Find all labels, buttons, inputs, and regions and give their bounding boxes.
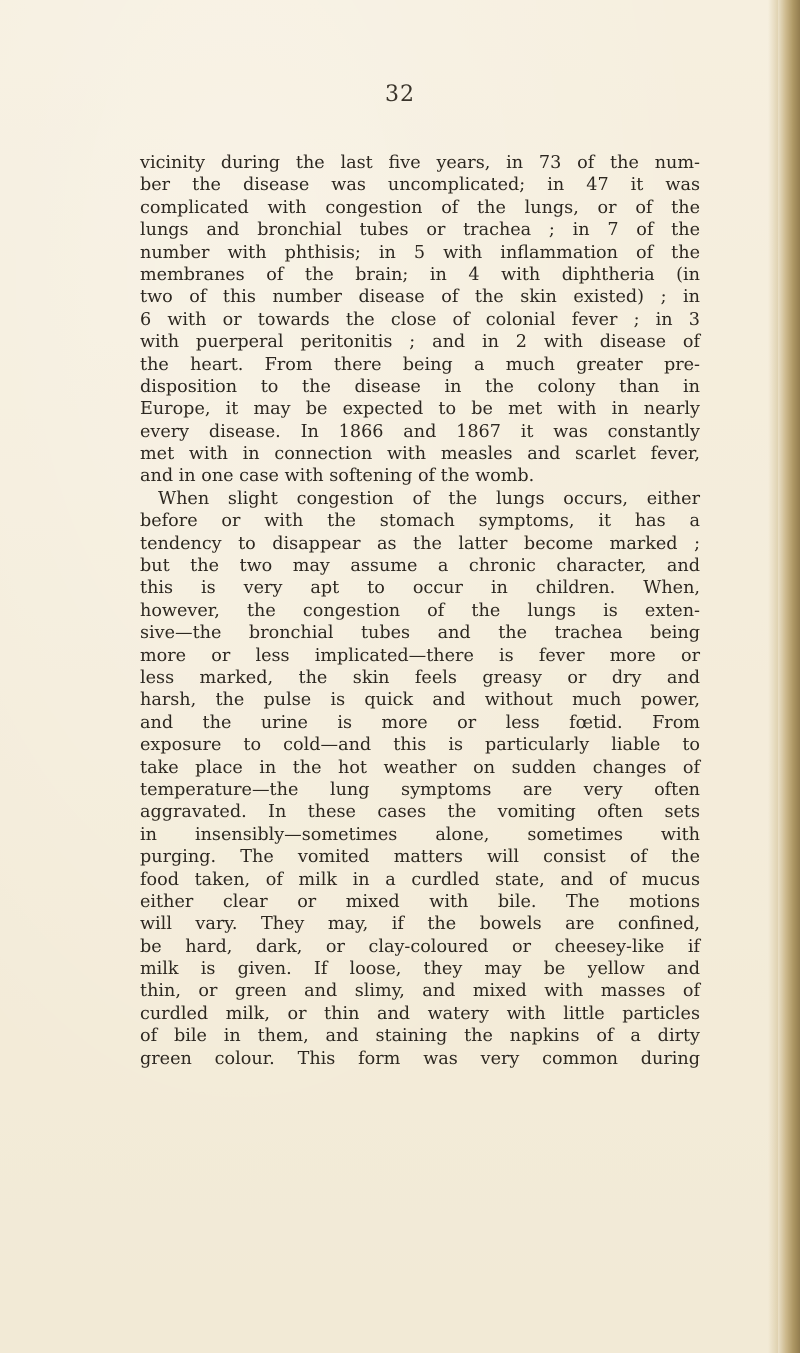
text-line: tendency to disappear as the latter become marked ; [140, 533, 700, 554]
text-line: complicated with congestion of the lungs, or of the [140, 197, 700, 218]
text-line: number with phthisis; in 5 with inflammation of the [140, 242, 700, 263]
text-line: milk is given. If loose, they may be yellow and [140, 959, 700, 980]
text-line: in insensibly—sometimes alone, sometimes with [140, 824, 700, 845]
text-line: less marked, the skin feels greasy or dry and [140, 667, 700, 688]
text-line: thin, or green and slimy, and mixed with masses of [140, 981, 700, 1002]
text-line: temperature—the lung symptoms are very often [140, 779, 700, 800]
text-line: and the urine is more or less fœtid. From [140, 712, 700, 733]
text-line: but the two may assume a chronic character, and [140, 556, 700, 577]
page-number: 32 [385, 82, 415, 107]
text-line: vicinity during the last five years, in 73 of the num- [140, 153, 700, 173]
text-line: and in one case with softening of the womb. [140, 466, 535, 487]
text-line: more or less implicated—there is fever more or [140, 645, 700, 666]
text-line: ber the disease was uncomplicated; in 47 it was [140, 175, 700, 196]
text-line: exposure to cold—and this is particularly liable to [140, 735, 700, 756]
text-line: however, the congestion of the lungs is exten- [140, 600, 700, 621]
text-line: two of this number disease of the skin existed) ; in [140, 287, 700, 308]
text-line: of bile in them, and staining the napkins of a dirty [140, 1026, 700, 1047]
text-line: membranes of the brain; in 4 with diphtheria (in [140, 264, 700, 285]
page-edge [778, 0, 800, 1353]
text-line: the heart. From there being a much greater pre- [140, 354, 700, 375]
text-line: either clear or mixed with bile. The motions [140, 891, 700, 912]
text-line: take place in the hot weather on sudden changes of [140, 757, 700, 778]
text-line: will vary. They may, if the bowels are confined, [140, 914, 700, 935]
text-line: harsh, the pulse is quick and without much power, [140, 690, 700, 711]
text-line: met with in connection with measles and scarlet fever, [140, 444, 700, 465]
text-line: 6 with or towards the close of colonial fever ; in 3 [140, 309, 700, 330]
text-line: green colour. This form was very common during [140, 1048, 700, 1069]
text-line: before or with the stomach symptoms, it has a [140, 511, 700, 532]
body-text [140, 152, 700, 1070]
page-edge-shadow [768, 0, 778, 1353]
text-line: every disease. In 1866 and 1867 it was constantly [140, 421, 700, 442]
text-line: with puerperal peritonitis ; and in 2 with disease of [140, 332, 700, 353]
text-line: When slight congestion of the lungs occurs, either [158, 488, 700, 509]
text-line: aggravated. In these cases the vomiting often sets [140, 802, 700, 823]
text-line: this is very apt to occur in children. When, [140, 578, 700, 599]
text-line: Europe, it may be expected to be met with in nearly [140, 399, 700, 420]
text-line: lungs and bronchial tubes or trachea ; in 7 of the [140, 220, 700, 241]
text-line: curdled milk, or thin and watery with little particles [140, 1003, 700, 1024]
text-line: purging. The vomited matters will consist of the [140, 847, 700, 868]
text-line: be hard, dark, or clay-coloured or cheesey-like if [140, 936, 700, 957]
text-line: food taken, of milk in a curdled state, and of mucus [140, 869, 700, 890]
text-line: disposition to the disease in the colony than in [140, 376, 700, 397]
text-line: sive—the bronchial tubes and the trachea being [140, 623, 700, 644]
